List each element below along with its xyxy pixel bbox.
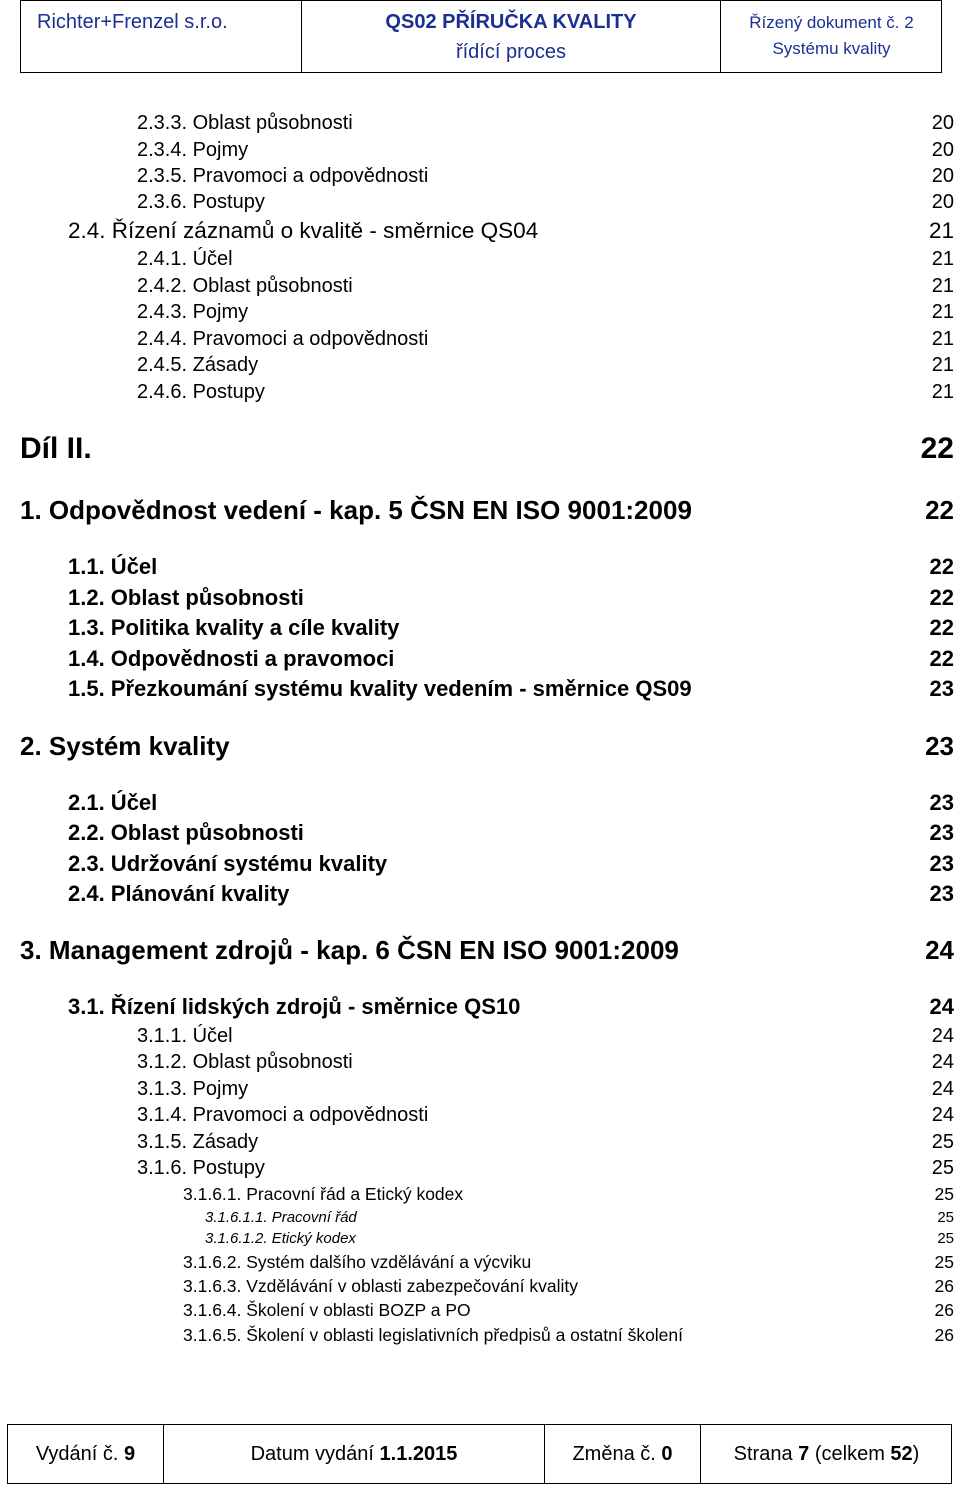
date-value: 1.1.2015: [379, 1443, 458, 1465]
date-label: Datum vydání: [250, 1443, 374, 1465]
toc-entry-page: 25: [931, 1157, 954, 1179]
toc-entry-title: 2.4. Plánování kvality: [68, 881, 290, 906]
quality-system-label: Systému kvality: [772, 39, 891, 58]
toc-entry-title: 3.1.6.3. Vzdělávání v oblasti zabezpečování kvality: [183, 1276, 578, 1296]
company-name: Richter+Frenzel s.r.o.: [37, 11, 228, 33]
footer-change: [544, 1425, 700, 1483]
document-subtitle: řídící proces: [455, 41, 567, 63]
toc-entry-title: 3.1.6. Postupy: [137, 1157, 265, 1179]
page-value: 7: [798, 1443, 810, 1465]
page-label: Strana: [733, 1443, 793, 1465]
toc-entry-page: 24: [925, 935, 954, 965]
toc-entry-page: 24: [931, 1051, 954, 1073]
toc-entry-title: 2.4.5. Zásady: [137, 354, 259, 376]
toc-entry-page: 24: [931, 1104, 954, 1126]
toc-entry-title: 3.1.6.2. Systém dalšího vzdělávání a výcviku: [183, 1252, 532, 1272]
toc-entry-title: Díl II.: [20, 432, 92, 465]
toc-entry-title: 2.3.5. Pravomoci a odpovědnosti: [137, 165, 429, 187]
toc-entry-page: 25: [934, 1252, 954, 1272]
toc-entry-page: 21: [931, 248, 954, 270]
change-label: Změna č.: [572, 1443, 656, 1465]
toc-entry-title: 3. Management zdrojů - kap. 6 ČSN EN ISO 9001:2009: [20, 935, 679, 965]
toc-entry-page: 20: [931, 139, 954, 161]
issue-value: 9: [124, 1443, 136, 1465]
toc-entry-title: 3.1.6.1.2. Etický kodex: [205, 1230, 356, 1247]
toc-entry-page: 23: [929, 820, 954, 845]
issue-label: Vydání č.: [35, 1443, 119, 1465]
toc-entry-title: 2.4.6. Postupy: [137, 381, 265, 403]
toc-entry-page: 24: [931, 1078, 954, 1100]
toc-entry-title: 3.1.5. Zásady: [137, 1131, 259, 1153]
toc-entry-page: 26: [934, 1300, 954, 1320]
toc-entry-page: 22: [929, 554, 954, 579]
controlled-document-label: Řízený dokument č. 2: [749, 13, 914, 32]
toc-entry-title: 3.1.6.5. Školení v oblasti legislativních předpisů a ostatní školení: [183, 1325, 684, 1345]
toc-entry-title: 2.3.4. Pojmy: [137, 139, 249, 161]
toc-entry-title: 2.1. Účel: [68, 790, 158, 815]
toc-entry-page: 22: [925, 495, 954, 525]
toc-entry-title: 2.3. Udržování systému kvality: [68, 851, 388, 876]
toc-entry-title: 3.1.6.4. Školení v oblasti BOZP a PO: [183, 1300, 471, 1320]
toc-entry-page: 20: [931, 165, 954, 187]
toc-entry-title: 2.4.4. Pravomoci a odpovědnosti: [137, 328, 429, 350]
toc-entry-page: 23: [929, 790, 954, 815]
toc-entry-page: 23: [925, 731, 954, 761]
total-value: 52: [890, 1443, 913, 1465]
header-company-cell: [21, 1, 301, 72]
toc-entry-title: 2.4. Řízení záznamů o kvalitě - směrnice QS04: [68, 218, 539, 243]
toc-entry-page: 23: [929, 851, 954, 876]
toc-entry-page: 26: [934, 1325, 954, 1345]
toc-entry-page: 26: [934, 1276, 954, 1296]
total-close: ): [912, 1443, 920, 1465]
toc-entry-title: 3.1. Řízení lidských zdrojů - směrnice QS10: [68, 994, 521, 1019]
toc-entry-title: 2.4.1. Účel: [137, 248, 233, 270]
toc-entry-page: 23: [929, 676, 954, 701]
toc-entry-page: 21: [931, 328, 954, 350]
toc-entry-page: 22: [929, 615, 954, 640]
toc-entry-page: 23: [929, 881, 954, 906]
toc-entry-title: 1. Odpovědnost vedení - kap. 5 ČSN EN ISO 9001:2009: [20, 495, 692, 525]
toc-entry-title: 3.1.6.1.1. Pracovní řád: [205, 1209, 357, 1226]
toc-entry-page: 22: [929, 585, 954, 610]
toc-entry-page: 25: [937, 1209, 954, 1226]
header-doc-cell: [721, 1, 942, 72]
total-label: (celkem: [814, 1443, 885, 1465]
toc-entry-title: 2.3.3. Oblast působnosti: [137, 112, 353, 134]
document-header: [20, 0, 942, 73]
change-value: 0: [661, 1443, 673, 1465]
footer-issue: [8, 1425, 163, 1483]
toc-entry-page: 21: [931, 275, 954, 297]
toc-entry-title: 3.1.4. Pravomoci a odpovědnosti: [137, 1104, 429, 1126]
toc-entry-title: 2.4.2. Oblast působnosti: [137, 275, 353, 297]
toc-entry-page: 21: [931, 381, 954, 403]
toc-entry-title: 2.2. Oblast působnosti: [68, 820, 304, 845]
toc-entry-page: 25: [934, 1184, 954, 1204]
footer-date: [163, 1425, 544, 1483]
toc-entry-title: 3.1.1. Účel: [137, 1025, 233, 1047]
toc-entry-title: 2. Systém kvality: [20, 731, 230, 761]
toc-entry-page: 20: [931, 191, 954, 213]
toc-entry-title: 1.4. Odpovědnosti a pravomoci: [68, 646, 395, 671]
toc-entry-page: 25: [931, 1131, 954, 1153]
toc-entry-title: 1.1. Účel: [68, 554, 158, 579]
toc-entry-title: 1.5. Přezkoumání systému kvality vedením - směrnice QS09: [68, 676, 692, 701]
toc-entry-page: 22: [929, 646, 954, 671]
toc-entry-title: 1.2. Oblast působnosti: [68, 585, 304, 610]
toc-entry-title: 3.1.2. Oblast působnosti: [137, 1051, 353, 1073]
toc-entry-page: 21: [931, 354, 954, 376]
toc-entry-page: 24: [929, 994, 954, 1019]
toc-entry-title: 3.1.3. Pojmy: [137, 1078, 249, 1100]
document-footer: [7, 1424, 952, 1484]
toc-entry-page: 25: [937, 1230, 954, 1247]
toc-entry-title: 3.1.6.1. Pracovní řád a Etický kodex: [183, 1184, 464, 1204]
toc-entry-page: 21: [931, 301, 954, 323]
toc-entry-page: 24: [931, 1025, 954, 1047]
header-title-cell: [301, 1, 721, 72]
toc-entry-page: 22: [920, 432, 954, 465]
toc-entry-title: 1.3. Politika kvality a cíle kvality: [68, 615, 400, 640]
toc-entry-page: 21: [928, 218, 954, 243]
toc-entry-title: 2.3.6. Postupy: [137, 191, 265, 213]
toc-entry-title: 2.4.3. Pojmy: [137, 301, 249, 323]
document-title: QS02 PŘÍRUČKA KVALITY: [385, 11, 637, 33]
toc-entry-page: 20: [931, 112, 954, 134]
footer-page: [700, 1425, 952, 1483]
